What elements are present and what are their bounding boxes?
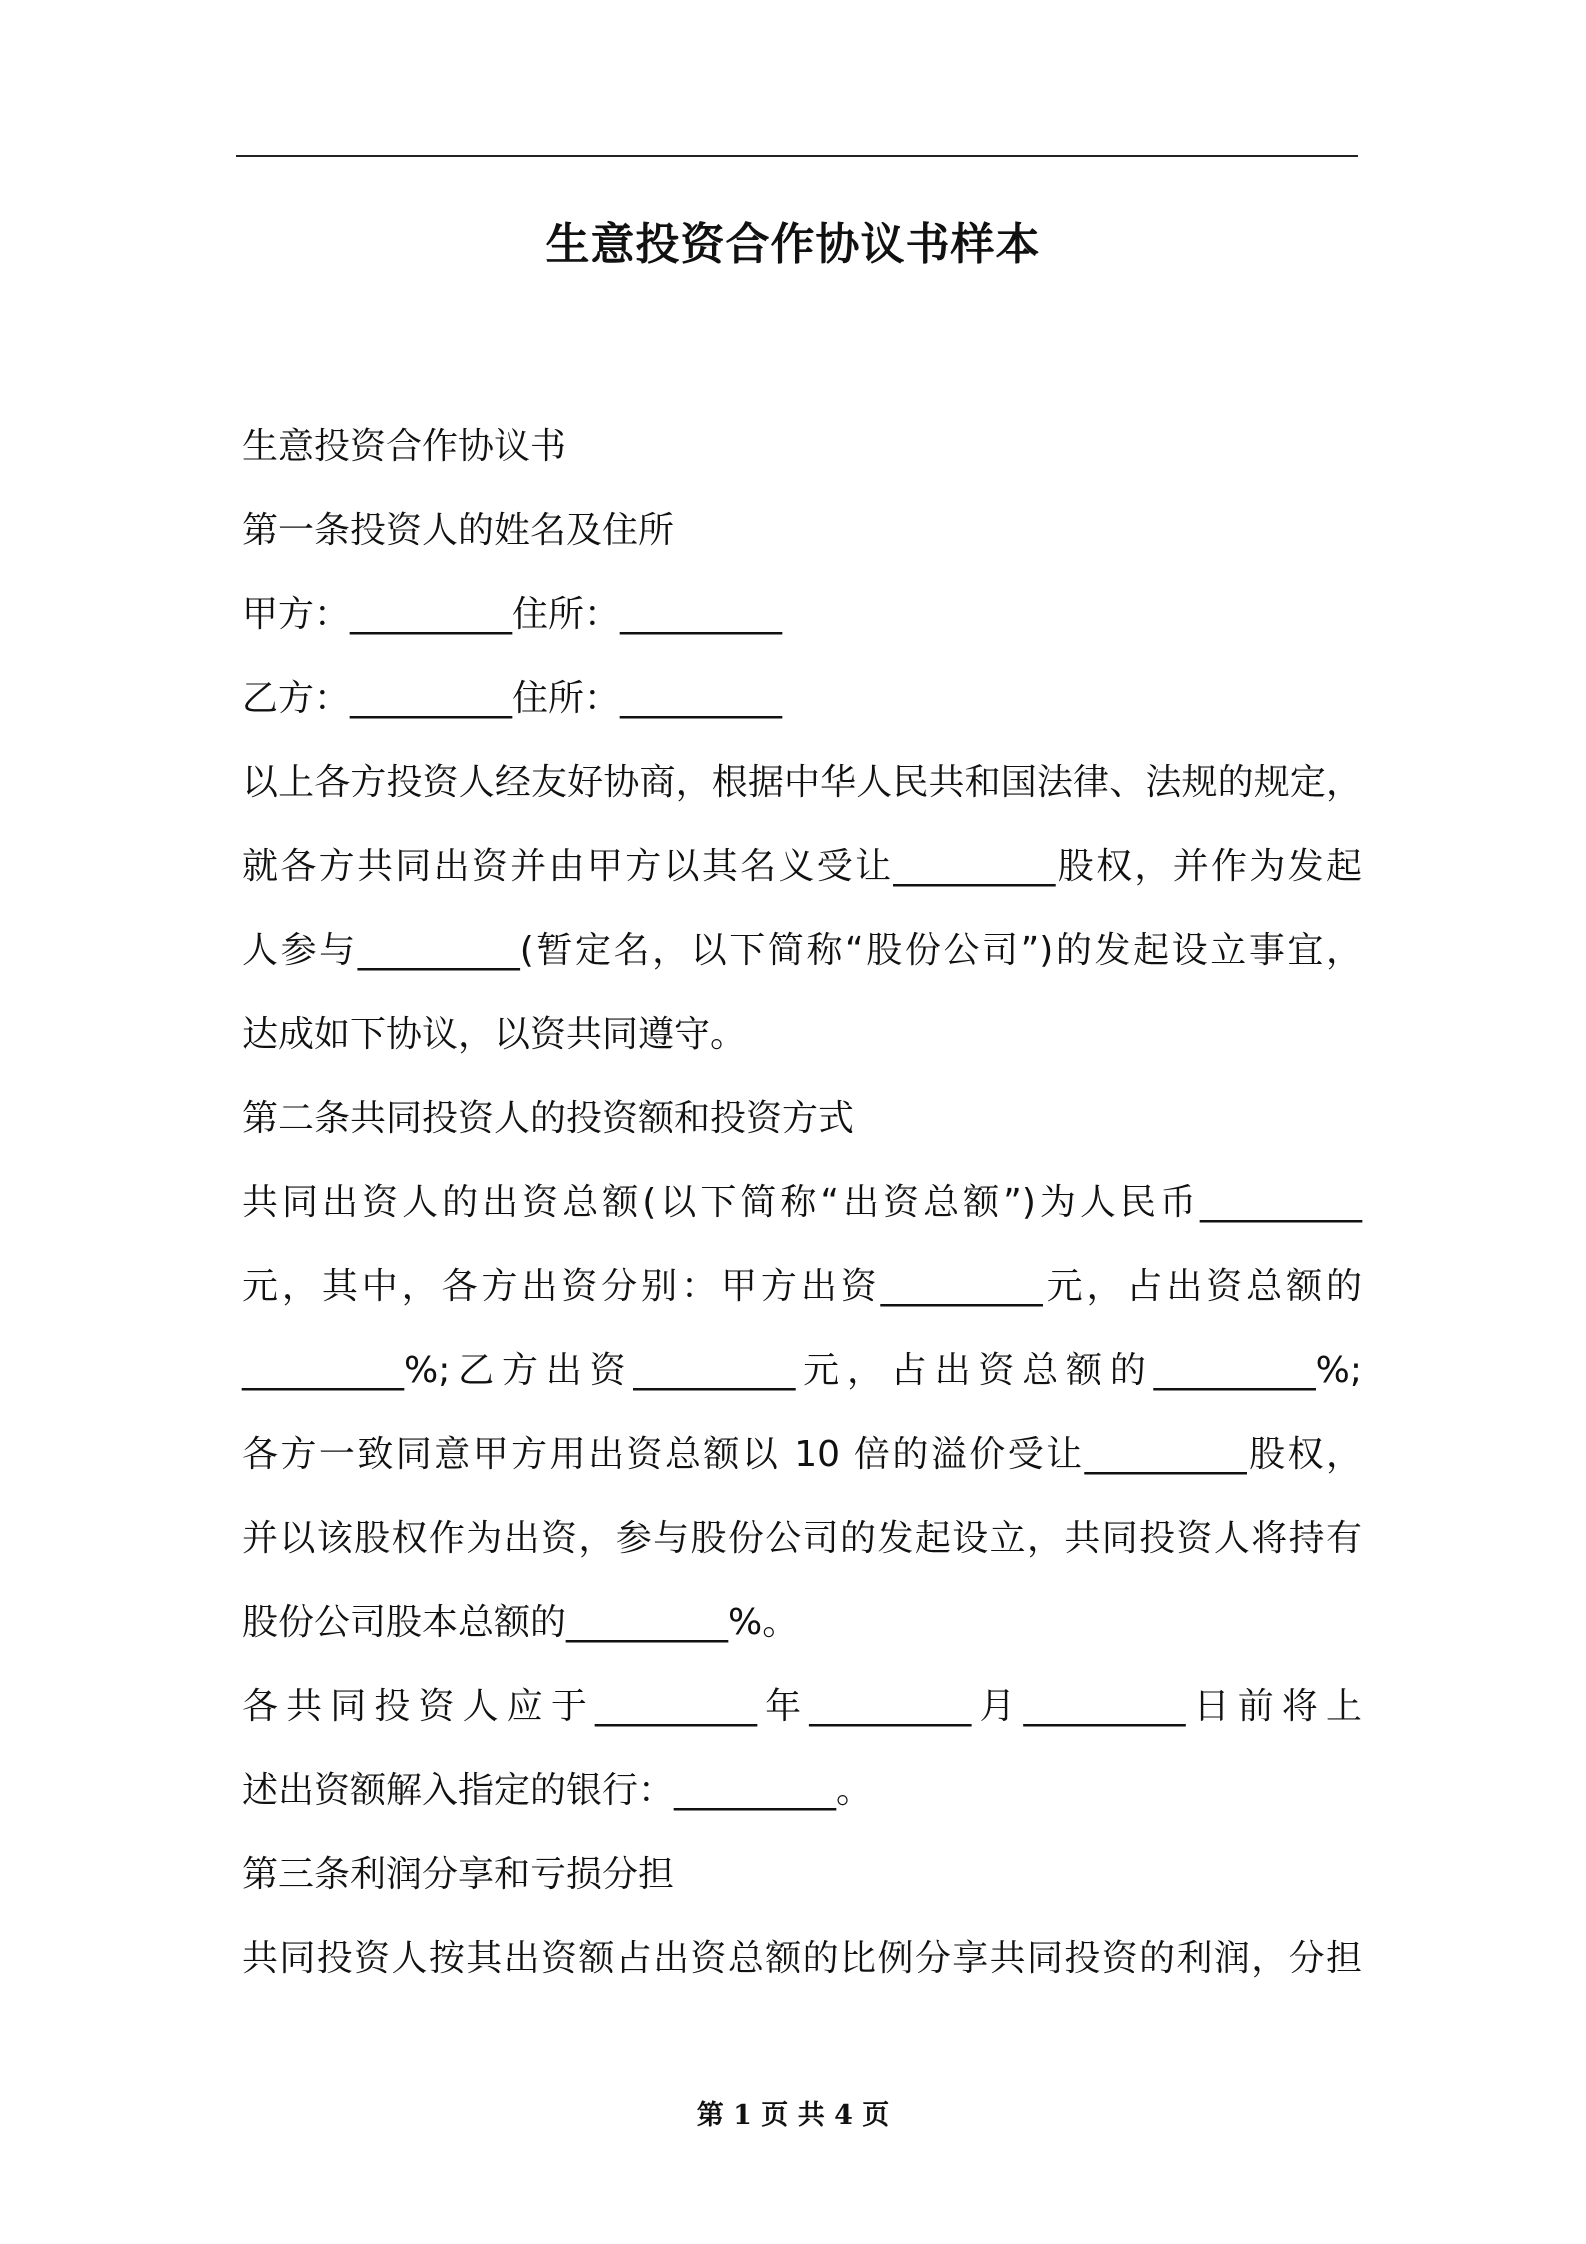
paragraph-line: _________%;乙方出资_________元，占出资总额的_________%;	[242, 1350, 1362, 1391]
party-a-line: 甲方：_________住所：_________	[242, 594, 783, 635]
subtitle-line: 生意投资合作协议书	[242, 426, 567, 467]
paragraph-line: 达成如下协议，以资共同遵守。	[242, 1014, 747, 1055]
paragraph-line: 各共同投资人应于_________年_________月_________日前将上	[242, 1686, 1362, 1727]
document-title: 生意投资合作协议书样本	[545, 219, 1041, 270]
paragraph-line: 以上各方投资人经友好协商，根据中华人民共和国法律、法规的规定，	[242, 762, 1362, 803]
article-heading: 第二条共同投资人的投资额和投资方式	[242, 1098, 855, 1139]
paragraph-line: 并以该股权作为出资，参与股份公司的发起设立，共同投资人将持有	[242, 1518, 1362, 1559]
paragraph-line: 共同投资人按其出资额占出资总额的比例分享共同投资的利润，分担	[242, 1938, 1362, 1979]
paragraph-line: 述出资额解入指定的银行：_________。	[242, 1770, 873, 1811]
paragraph-line: 各方一致同意甲方用出资总额以 10 倍的溢价受让_________股权，	[242, 1434, 1362, 1475]
header-rule	[236, 155, 1358, 157]
party-b-line: 乙方：_________住所：_________	[242, 678, 783, 719]
page-number: 第 1 页 共 4 页	[696, 2100, 890, 2131]
paragraph-line: 共同出资人的出资总额(以下简称“出资总额”)为人民币_________	[242, 1182, 1362, 1223]
paragraph-line: 元，其中，各方出资分别：甲方出资_________元，占出资总额的	[242, 1266, 1362, 1307]
paragraph-line: 人参与_________(暂定名，以下简称“股份公司”)的发起设立事宜，	[242, 930, 1362, 971]
paragraph-line: 股份公司股本总额的_________%。	[242, 1602, 799, 1643]
article-heading: 第三条利润分享和亏损分担	[242, 1854, 675, 1895]
article-heading: 第一条投资人的姓名及住所	[242, 510, 675, 551]
paragraph-line: 就各方共同出资并由甲方以其名义受让_________股权，并作为发起	[242, 846, 1362, 887]
document-body	[242, 405, 1362, 2001]
